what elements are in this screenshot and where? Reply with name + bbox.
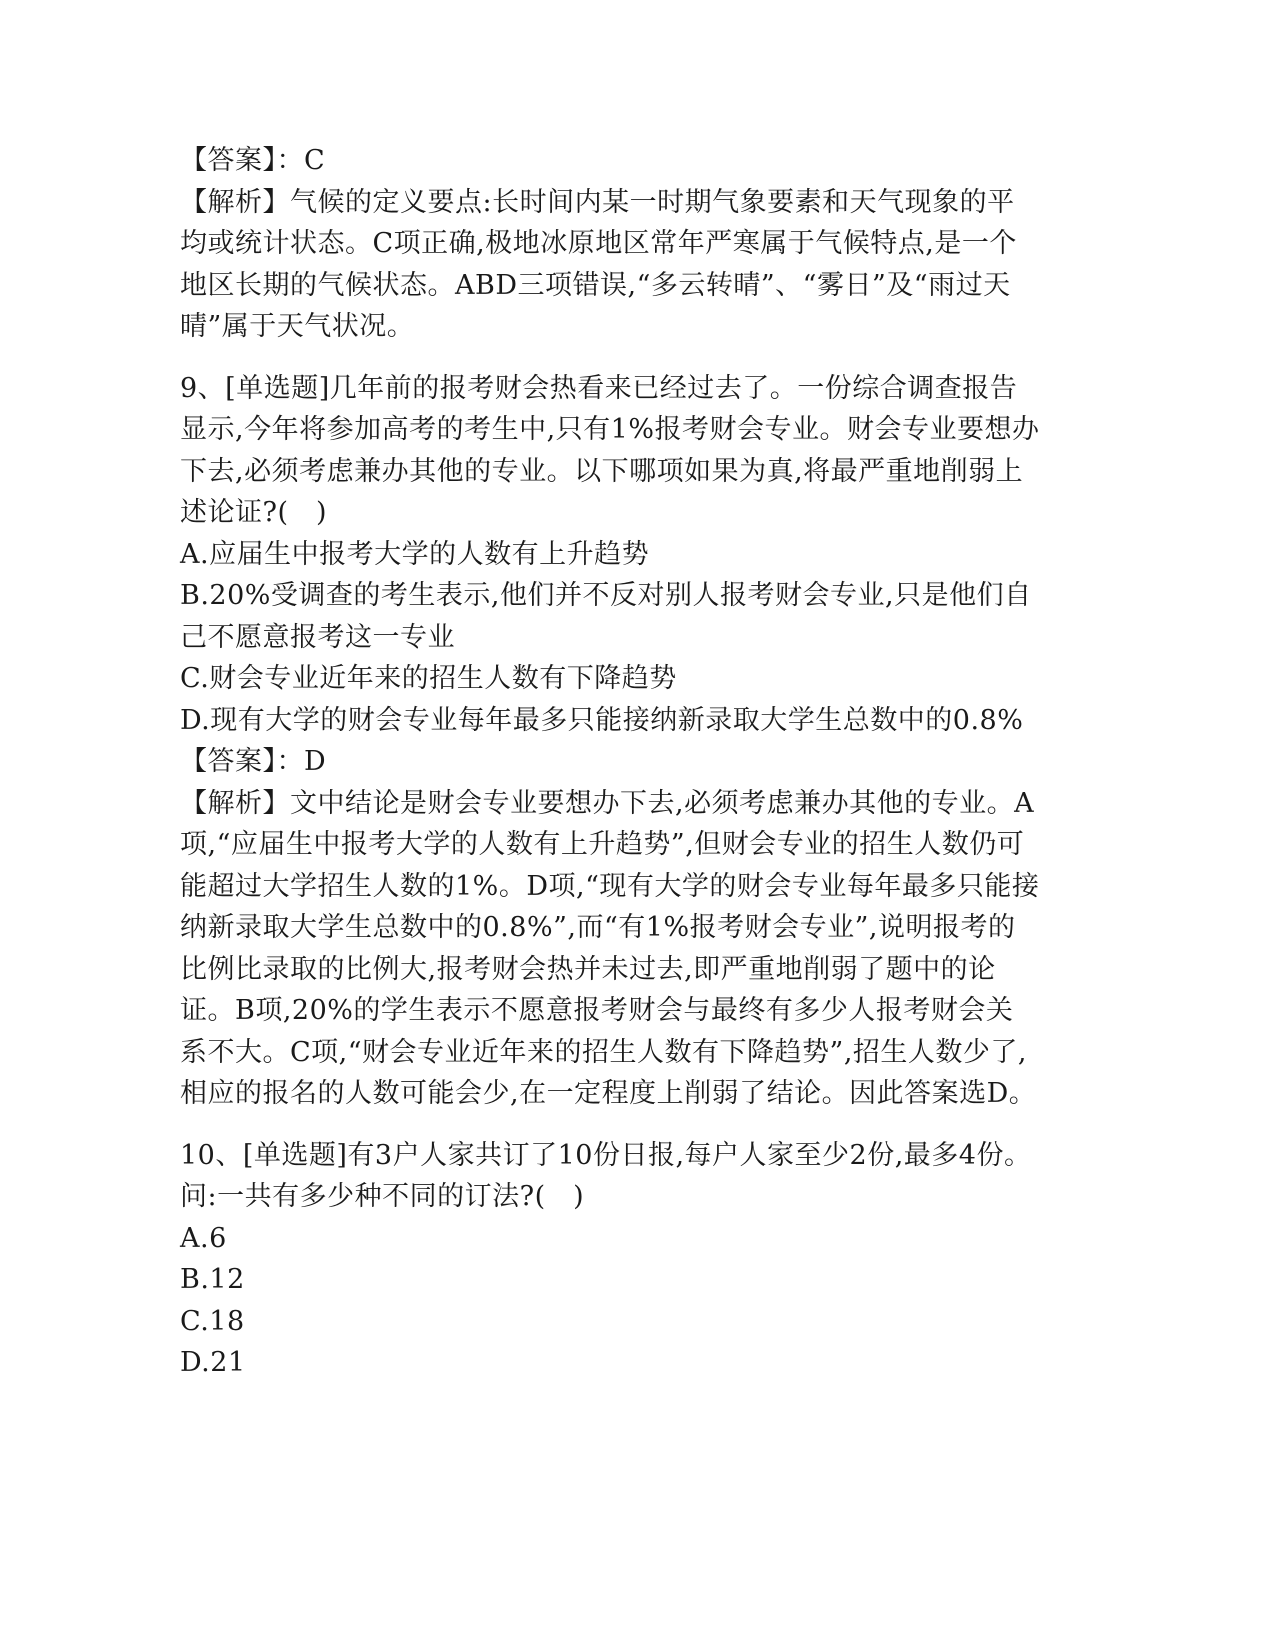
option-c: C.18	[180, 1305, 245, 1337]
question-8-section	[180, 140, 1040, 348]
analysis-paragraph: 【解析】文中结论是财会专业要想办下去,必须考虑兼办其他的专业。A项,“应届生中报考大学的人数有上升趋势”,但财会专业的招生人数仍可能超过大学招生人数的1%。D项,“现有大学的财会专业每年最多只能接纳新录取大学生总数中的0.8%”,而“有1%报考财会专业”,说明报考的比例比录取的比例大,报考财会热并未过去,即严重地削弱了题中的论证。B项,20%的学生表示不愿意报考财会与最终有多少人报考财会关系不大。C项,“财会专业近年来的招生人数有下降趋势”,招生人数少了,相应的报名的人数可能会少,在一定程度上削弱了结论。因此答案选D。	[180, 787, 1040, 1109]
question-stem: 10、[单选题]有3户人家共订了10份日报,每户人家至少2份,最多4份。问:一共有多少种不同的订法?( )	[180, 1139, 1032, 1212]
option-b: B.20%受调查的考生表示,他们并不反对别人报考财会专业,只是他们自己不愿意报考这一专业	[180, 580, 1032, 653]
option-d: D.现有大学的财会专业每年最多只能接纳新录取大学生总数中的0.8%	[180, 704, 1024, 736]
option-d: D.21	[180, 1347, 246, 1378]
analysis-paragraph: 【解析】气候的定义要点:长时间内某一时期气象要素和天气现象的平均或统计状态。C项正确,极地冰原地区常年严寒属于气候特点,是一个地区长期的气候状态。ABD三项错误,“多云转晴”、“雾日”及“雨过天晴”属于天气状况。	[180, 186, 1017, 342]
option-a: A.6	[180, 1222, 227, 1254]
answer-line: 【答案】：D	[180, 746, 327, 777]
option-b: B.12	[180, 1264, 245, 1295]
question-stem: 9、[单选题]几年前的报考财会热看来已经过去了。一份综合调查报告显示,今年将参加高考的考生中,只有1%报考财会专业。财会专业要想办下去,必须考虑兼办其他的专业。以下哪项如果为真,将最严重地削弱上述论证?( )	[180, 372, 1040, 528]
question-9-section	[180, 368, 1040, 1115]
question-10-section	[180, 1135, 1040, 1384]
document-page	[180, 140, 1040, 1384]
answer-line: 【答案】：C	[180, 145, 326, 176]
option-c: C.财会专业近年来的招生人数有下降趋势	[180, 663, 677, 694]
option-a: A.应届生中报考大学的人数有上升趋势	[180, 538, 650, 570]
